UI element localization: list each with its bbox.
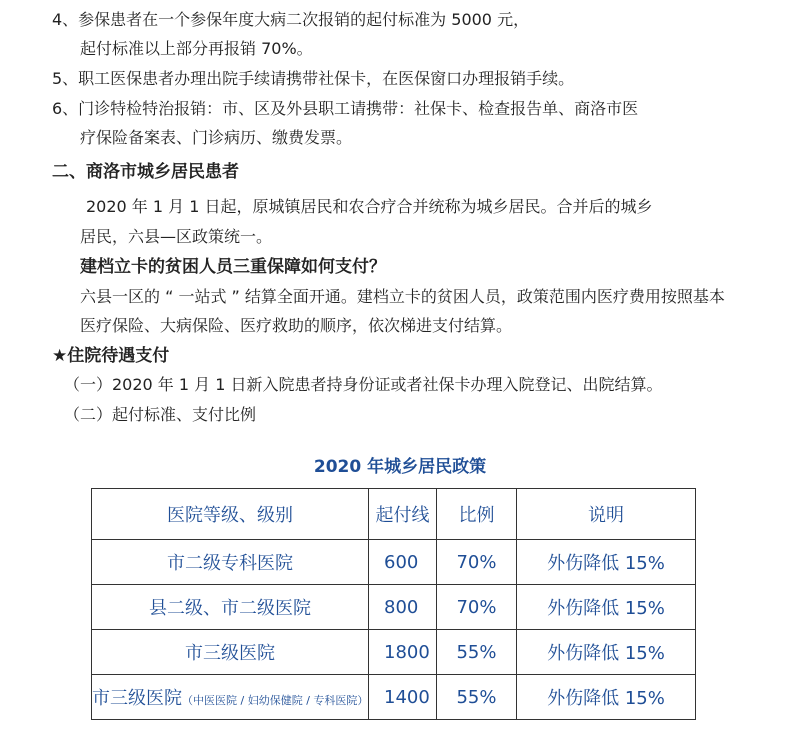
cell-ratio: 55%: [437, 675, 517, 720]
cell-desc: 外伤降低 15%: [517, 540, 696, 585]
text-line-2: 起付标准以上部分再报销 70%。: [80, 39, 313, 58]
section-heading-inpatient: ★住院待遇支付: [52, 346, 170, 366]
cell-threshold: 600: [369, 540, 437, 585]
header-threshold: 起付线: [369, 489, 437, 540]
cell-level-note: （中医医院 / 妇幼保健院 / 专科医院）: [182, 694, 369, 707]
policy-table: [91, 488, 696, 720]
header-desc: 说明: [517, 489, 696, 540]
cell-threshold: 800: [369, 585, 437, 630]
text-line-11: 医疗保险、大病保险、医疗救助的顺序，依次梯进支付结算。: [80, 316, 513, 335]
table-row: [92, 675, 696, 720]
text-line-1: 4、参保患者在一个参保年度大病二次报销的起付标准为 5000 元，: [52, 10, 530, 29]
cell-desc: 外伤降低 15%: [517, 630, 696, 675]
text-line-3: 5、职工医保患者办理出院手续请携带社保卡，在医保窗口办理报销手续。: [52, 69, 575, 88]
cell-level: 县二级、市二级医院: [92, 585, 369, 630]
text-line-10: 六县一区的 “ 一站式 ” 结算全面开通。建档立卡的贫困人员，政策范围内医疗费用按照基本: [80, 287, 725, 306]
cell-ratio: 55%: [437, 630, 517, 675]
subheading-poverty: 建档立卡的贫困人员三重保障如何支付？: [80, 257, 386, 277]
cell-desc: 外伤降低 15%: [517, 675, 696, 720]
header-level: 医院等级、级别: [92, 489, 369, 540]
cell-level: [92, 675, 369, 720]
cell-threshold: 1400: [369, 675, 437, 720]
text-line-4: 6、门诊特检特治报销：市、区及外县职工请携带：社保卡、检查报告单、商洛市医: [52, 99, 639, 118]
section-heading-2: 二、商洛市城乡居民患者: [52, 162, 239, 182]
cell-desc: 外伤降低 15%: [517, 585, 696, 630]
text-line-8: 居民，六县—区政策统一。: [80, 227, 273, 246]
text-line-13: （一）2020 年 1 月 1 日新入院患者持身份证或者社保卡办理入院登记、出院结算。: [64, 375, 663, 394]
cell-level: 市二级专科医院: [92, 540, 369, 585]
table-title: 2020 年城乡居民政策: [313, 457, 487, 477]
table-header-row: [92, 489, 696, 540]
table-row: [92, 585, 696, 630]
cell-ratio: 70%: [437, 585, 517, 630]
text-line-7: 2020 年 1 月 1 日起，原城镇居民和农合疗合并统称为城乡居民。合并后的城乡: [86, 197, 653, 216]
cell-ratio: 70%: [437, 540, 517, 585]
text-line-5: 疗保险备案表、门诊病历、缴费发票。: [80, 128, 353, 147]
table-row: [92, 630, 696, 675]
cell-level: 市三级医院: [92, 630, 369, 675]
cell-level-main: 市三级医院: [92, 688, 182, 709]
header-ratio: 比例: [437, 489, 517, 540]
cell-threshold: 1800: [369, 630, 437, 675]
text-line-14: （二）起付标准、支付比例: [64, 405, 257, 424]
table-row: [92, 540, 696, 585]
